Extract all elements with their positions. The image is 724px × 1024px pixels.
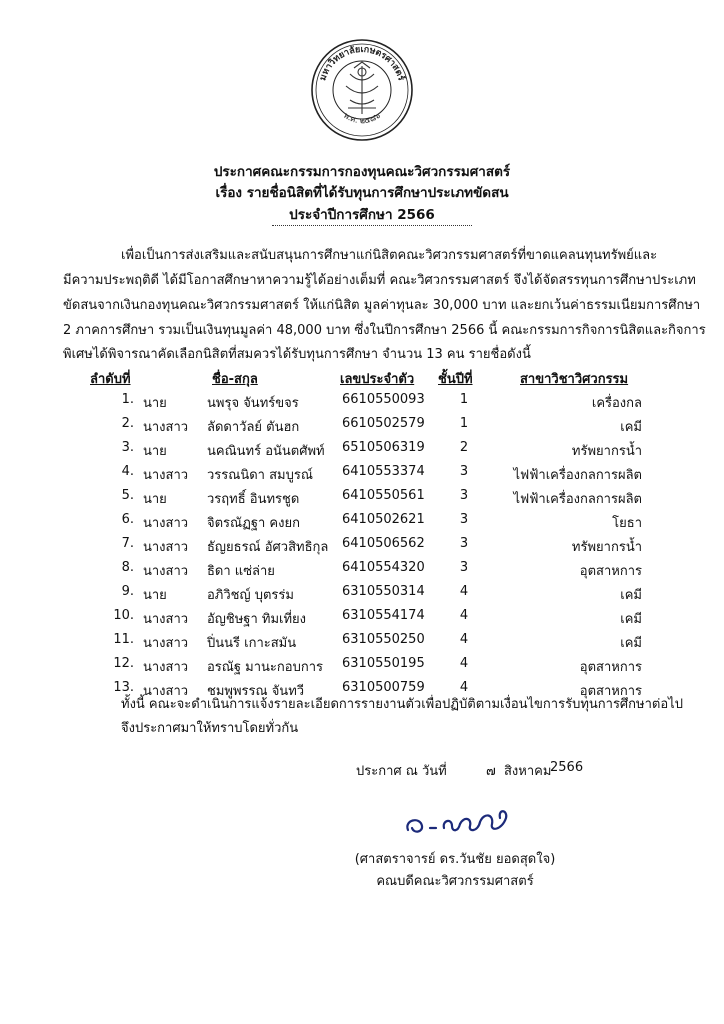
seal-text-bottom: พ.ศ. ๒๔๘๖ [341, 110, 383, 126]
row-name: ลัดดาวัลย์ ตันฮก [207, 420, 300, 435]
row-name: นคณินทร์ อนันตศัพท์ [207, 444, 325, 459]
row-number: 10. [113, 608, 134, 623]
announcement-year: 2566 [550, 760, 584, 775]
row-year: 2 [459, 440, 469, 455]
row-number: 7. [121, 536, 134, 551]
row-branch: ไฟฟ้าเครื่องกลการผลิต [513, 468, 642, 483]
row-name: ชมพูพรรณ จันทวี [207, 684, 305, 699]
row-name: จิตรณัฏฐา คงยก [207, 516, 300, 531]
paragraph-line: พิเศษได้พิจารณาคัดเลือกนิสิตที่สมควรได้รับทุนการศึกษา จำนวน 13 คน รายชื่อดังนี้ [63, 347, 531, 362]
signer-position: คณบดีคณะวิศวกรรมศาสตร์ [376, 874, 534, 889]
row-student-id: 6310550250 [342, 632, 425, 647]
row-title: นาย [143, 444, 167, 459]
row-number: 12. [113, 656, 134, 671]
university-seal [310, 38, 414, 142]
row-student-id: 6410550561 [342, 488, 425, 503]
row-student-id: 6410553374 [342, 464, 425, 479]
row-title: นางสาว [143, 468, 189, 483]
row-title: นางสาว [143, 660, 189, 675]
row-number: 3. [121, 440, 134, 455]
row-branch: ทรัพยากรน้ำ [571, 540, 642, 555]
row-number: 8. [121, 560, 134, 575]
seal-emblem-icon [346, 62, 378, 114]
column-header-no: ลำดับที่ [90, 372, 131, 387]
row-branch: เคมี [620, 420, 642, 435]
announcement-day: ๗ [486, 764, 496, 779]
row-student-id: 6410554320 [342, 560, 425, 575]
row-year: 4 [459, 608, 469, 623]
row-year: 3 [459, 536, 469, 551]
row-title: นางสาว [143, 684, 189, 699]
row-student-id: 6310550314 [342, 584, 425, 599]
row-branch: ทรัพยากรน้ำ [571, 444, 642, 459]
row-number: 9. [121, 584, 134, 599]
row-title: นางสาว [143, 564, 189, 579]
row-student-id: 6310554174 [342, 608, 425, 623]
row-name: ปิ่นนรี เกาะสมัน [207, 636, 297, 651]
paragraph-line: 2 ภาคการศึกษา รวมเป็นเงินทุนมูลค่า 48,000 บาท ซึ่งในปีการศึกษา 2566 นี้ คณะกรรมการกิจการนิสิตและกิจการ [63, 323, 706, 338]
seal-text-top: มหาวิทยาลัยเกษตรศาสตร์ [318, 44, 406, 83]
row-student-id: 6310500759 [342, 680, 425, 695]
row-branch: อุตสาหการ [579, 684, 642, 699]
signature-image [398, 798, 528, 843]
table-row [0, 440, 724, 464]
announcement-month: สิงหาคม [504, 764, 552, 779]
row-branch: เคมี [620, 588, 642, 603]
closing-line: จึงประกาศมาให้ทราบโดยทั่วกัน [121, 721, 299, 736]
row-number: 6. [121, 512, 134, 527]
table-row [0, 464, 724, 488]
row-title: นางสาว [143, 516, 189, 531]
row-number: 2. [121, 416, 134, 431]
row-name: วรฤทธิ์ อินทรชูด [207, 492, 300, 507]
row-title: นางสาว [143, 540, 189, 555]
table-row [0, 608, 724, 632]
table-row [0, 536, 724, 560]
row-name: ธัญยธรณ์ อัศวสิทธิกุล [207, 540, 329, 555]
row-year: 3 [459, 464, 469, 479]
table-row [0, 632, 724, 656]
row-branch: เคมี [620, 636, 642, 651]
row-title: นาย [143, 492, 167, 507]
row-name: อัญชิษฐา ทิมเที่ยง [207, 612, 306, 627]
table-row [0, 416, 724, 440]
row-number: 1. [121, 392, 134, 407]
row-branch: อุตสาหการ [579, 564, 642, 579]
row-title: นาย [143, 588, 167, 603]
row-student-id: 6510506319 [342, 440, 425, 455]
row-student-id: 6610550093 [342, 392, 425, 407]
closing-line: ทั้งนี้ คณะจะดำเนินการแจ้งรายละเอียดการรายงานตัวเพื่อปฏิบัติตามเงื่อนไขการรับทุนการศึกษาต่อไป [121, 697, 683, 712]
row-year: 4 [459, 680, 469, 695]
row-year: 4 [459, 632, 469, 647]
row-name: อรณัฐ มานะกอบการ [207, 660, 323, 675]
row-year: 4 [459, 656, 469, 671]
signer-name: (ศาสตราจารย์ ดร.วันชัย ยอดสุดใจ) [354, 852, 556, 867]
table-row [0, 584, 724, 608]
header-line-3: ประจำปีการศึกษา 2566 [289, 207, 435, 223]
column-header-name: ชื่อ-สกุล [212, 372, 258, 387]
row-branch: เคมี [620, 612, 642, 627]
row-number: 5. [121, 488, 134, 503]
row-name: อภิวิชญ์ บุตรร่ม [207, 588, 294, 603]
row-branch: ไฟฟ้าเครื่องกลการผลิต [513, 492, 642, 507]
row-year: 4 [459, 584, 469, 599]
row-year: 1 [459, 416, 469, 431]
header-divider [272, 225, 472, 226]
header-line-1: ประกาศคณะกรรมการกองทุนคณะวิศวกรรมศาสตร์ [213, 164, 511, 180]
row-year: 3 [459, 560, 469, 575]
table-row [0, 560, 724, 584]
row-year: 3 [459, 488, 469, 503]
announcement-prefix: ประกาศ ณ วันที่ [356, 764, 447, 779]
table-row [0, 656, 724, 680]
table-row [0, 392, 724, 416]
row-title: นางสาว [143, 612, 189, 627]
row-year: 1 [459, 392, 469, 407]
column-header-id: เลขประจำตัว [340, 372, 415, 387]
table-row [0, 488, 724, 512]
row-title: นางสาว [143, 636, 189, 651]
paragraph-line: เพื่อเป็นการส่งเสริมและสนับสนุนการศึกษาแก่นิสิตคณะวิศวกรรมศาสตร์ที่ขาดแคลนทุนทรัพย์และ [121, 248, 658, 263]
row-branch: อุตสาหการ [579, 660, 642, 675]
row-student-id: 6310550195 [342, 656, 425, 671]
column-header-year: ชั้นปีที่ [438, 372, 473, 387]
paragraph-line: ขัดสนจากเงินกองทุนคณะวิศวกรรมศาสตร์ ให้แก่นิสิต มูลค่าทุนละ 30,000 บาท และยกเว้นค่าธรรมเนียมการศึกษา [63, 298, 701, 313]
row-student-id: 6410506562 [342, 536, 425, 551]
row-title: นาย [143, 396, 167, 411]
row-number: 4. [121, 464, 134, 479]
row-branch: โยธา [612, 516, 642, 531]
row-number: 11. [113, 632, 134, 647]
column-header-branch: สาขาวิชาวิศวกรรม [520, 372, 629, 387]
row-branch: เครื่องกล [591, 396, 642, 411]
row-year: 3 [459, 512, 469, 527]
row-name: นพรุจ จันทร์ขจร [207, 396, 299, 411]
row-name: วรรณนิดา สมบูรณ์ [207, 468, 313, 483]
row-number: 13. [113, 680, 134, 695]
row-title: นางสาว [143, 420, 189, 435]
paragraph-line: มีความประพฤติดี ได้มีโอกาสศึกษาหาความรู้ได้อย่างเต็มที่ คณะวิศวกรรมศาสตร์ จึงได้จัดสรรทุนการศึกษาประเภท [63, 273, 696, 288]
row-name: ธิดา แซ่ล่าย [207, 564, 275, 579]
row-student-id: 6610502579 [342, 416, 425, 431]
table-row [0, 512, 724, 536]
header-line-2: เรื่อง รายชื่อนิสิตที่ได้รับทุนการศึกษาประเภทขัดสน [215, 185, 509, 201]
row-student-id: 6410502621 [342, 512, 425, 527]
